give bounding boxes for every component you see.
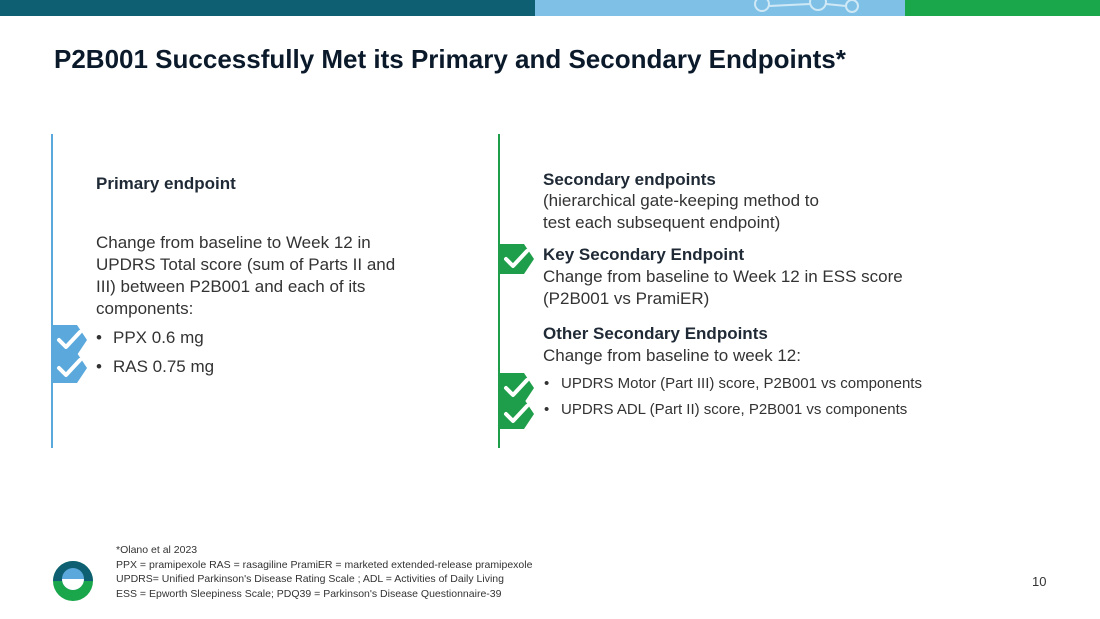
primary-bullet-ppx: • PPX 0.6 mg: [113, 327, 204, 349]
key-secondary-line: Change from baseline to Week 12 in ESS score: [543, 267, 903, 286]
footnote-line: PPX = pramipexole RAS = rasagiline PramiER = marketed extended-release pramipexole: [116, 558, 533, 571]
primary-description: [96, 232, 395, 320]
primary-desc-line: III) between P2B001 and each of its: [96, 277, 366, 296]
primary-bullet-ras: • RAS 0.75 mg: [113, 356, 214, 378]
secondary-heading: Secondary endpoints: [543, 170, 716, 189]
green-check-icon: [500, 244, 534, 274]
secondary-subtitle: [543, 190, 819, 234]
secondary-sub-line: test each subsequent endpoint): [543, 213, 781, 232]
logo-icon: [52, 560, 94, 602]
footnote-line: *Olano et al 2023: [116, 544, 198, 556]
other-secondary-description: Change from baseline to week 12:: [543, 346, 801, 365]
key-secondary-line: (P2B001 vs PramiER): [543, 289, 710, 308]
green-check-icon: [500, 399, 534, 429]
top-banner: [0, 0, 1100, 16]
page-title: P2B001 Successfully Met its Primary and Secondary Endpoints*: [54, 44, 846, 74]
page-number: 10: [1032, 574, 1047, 589]
primary-desc-line: UPDRS Total score (sum of Parts II and: [96, 255, 396, 274]
primary-desc-line: components:: [96, 299, 194, 318]
top-banner-green-segment: [905, 0, 1100, 16]
blue-check-icon: [53, 353, 87, 383]
other-secondary-heading: Other Secondary Endpoints: [543, 324, 768, 343]
primary-desc-line: Change from baseline to Week 12 in: [96, 233, 371, 252]
key-secondary-description: [543, 266, 903, 310]
other-bullet-adl: • UPDRS ADL (Part II) score, P2B001 vs components: [561, 401, 907, 418]
primary-heading: Primary endpoint: [96, 174, 236, 193]
primary-divider: [51, 134, 53, 448]
key-secondary-heading: Key Secondary Endpoint: [543, 245, 745, 264]
footnote-line: UPDRS= Unified Parkinson's Disease Rating Scale ; ADL = Activities of Daily Living: [116, 573, 504, 585]
blue-check-icon: [53, 325, 87, 355]
footnote-line: ESS = Epworth Sleepiness Scale; PDQ39 = Parkinson's Disease Questionnaire-39: [116, 587, 502, 600]
secondary-sub-line: (hierarchical gate-keeping method to: [543, 191, 819, 210]
footnotes: [116, 543, 532, 601]
other-bullet-motor: • UPDRS Motor (Part III) score, P2B001 vs components: [561, 375, 922, 392]
molecule-graphic-icon: [740, 0, 870, 16]
